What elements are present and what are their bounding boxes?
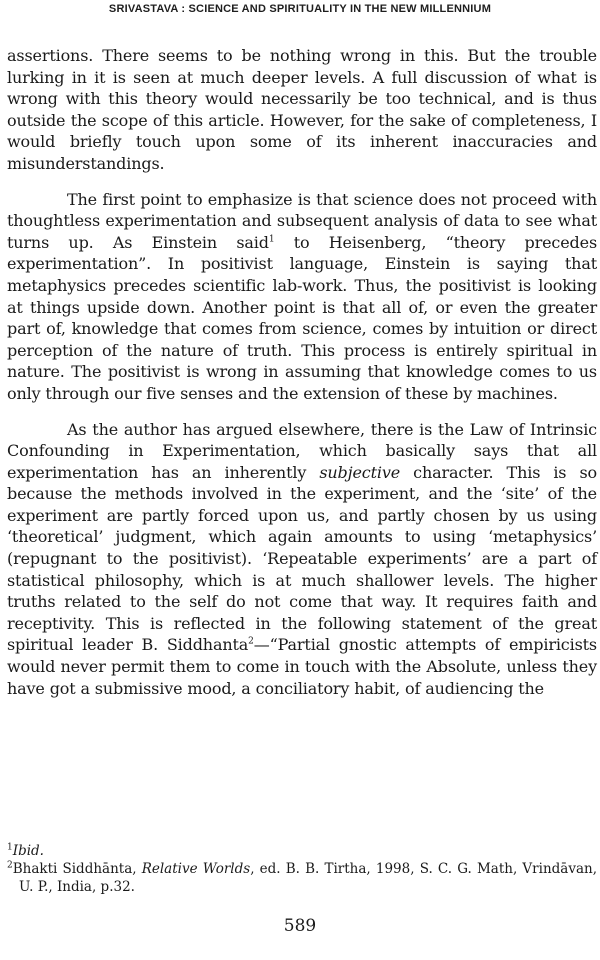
paragraph-1 <box>7 45 597 175</box>
paragraph-2 <box>7 189 597 405</box>
text-run: to Heisenberg, “theory precedes experimentation”. In positivist language, Einstein is saying that metaphysics precedes scientific lab-work. Thus, the positivist is looking at things upside down. Another point is that all of, or even the greater part of, knowledge that comes from science, comes by intuition or direct perception of the nature of truth. This process is entirely spiritual in nature. The positivist is wrong in assuming that knowledge comes to us only through our five senses and the extension of these by machines. <box>7 232 598 403</box>
footnotes <box>7 842 597 896</box>
text-run: As the author has argued elsewhere, there is the Law of Intrinsic Confounding in Experimentation, which basically says that all experimentation has an inherently <box>7 419 597 482</box>
body-text <box>7 45 597 699</box>
footnote-marker: 2 <box>7 860 13 871</box>
footnote-marker: 1 <box>268 234 275 245</box>
running-head: SRIVASTAVA : SCIENCE AND SPIRITUALITY IN THE NEW MILLENNIUM <box>108 3 492 15</box>
text-run: character. This is so because the methods involved in the experiment, and the ‘site’ of the experiment are partly forced upon us, and partly chosen by us using ‘theoretical’ judgment, which again amounts to using ‘metaphysics’ (repugnant to the positivist). ‘Repeatable experiments’ are a part of statistical philosophy, which is at much shallower levels. The higher truths related to the self do not come that way. It requires faith and receptivity. This is reflected in the following statement of the great spiritual leader B. Siddhanta <box>7 462 597 655</box>
text-run: —“Partial gnostic attempts of empiricists would never permit them to come in touch with the Absolute, unless they have got a submissive mood, a conciliatory habit, of audiencing the <box>7 635 597 698</box>
footnote-2 <box>7 860 597 896</box>
paragraph-3 <box>7 419 597 700</box>
footnote-marker: 2 <box>248 637 254 648</box>
text-run: Bhakti Siddhānta, <box>12 861 142 877</box>
footnote-marker: 1 <box>7 842 13 853</box>
text-run: assertions. There seems to be nothing wrong in this. But the trouble lurking in it is seen at much deeper levels. A full discussion of what is wrong with this theory would necessarily be too technical, and is thus outside the scope of this article. However, for the sake of completeness, I would briefly touch upon some of its inherent inaccuracies and misunderstandings. <box>7 46 597 173</box>
italic-text: subjective <box>319 462 401 482</box>
page-number: 589 <box>283 916 317 936</box>
footnote-1 <box>7 842 597 860</box>
italic-text: Ibid. <box>12 843 44 859</box>
italic-text: Relative Worlds <box>141 861 251 877</box>
text-run: The first point to emphasize is that science does not proceed with thoughtless experimentation and subsequent analysis of data to see what turns up. As Einstein said <box>7 189 597 252</box>
text-run: , ed. B. B. Tirtha, 1998, S. C. G. Math, Vrindāvan, U. P., India, p.32. <box>19 861 597 895</box>
